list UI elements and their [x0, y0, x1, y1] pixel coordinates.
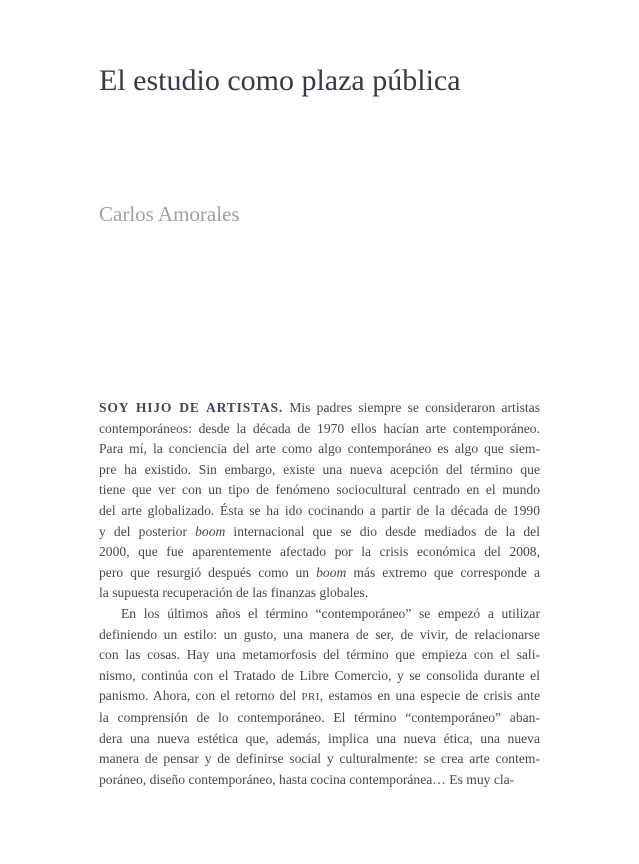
text-line: definiendo un estilo: un gusto, una manera de ser, de vivir, de relacionarse: [99, 626, 540, 642]
text-line: manera de pensar y de definirse social y culturalmente: se crea arte contem-: [99, 751, 540, 767]
italic-text: boom: [195, 523, 226, 539]
text-line: En los últimos años el término “contemporáneo” se empezó a utilizar: [121, 605, 540, 621]
body-text: [99, 398, 540, 790]
text-line: dera una nueva estética que, además, implica una nueva ética, una nueva: [99, 730, 540, 746]
text-line: tiene que ver con un tipo de fenómeno sociocultural centrado en el mundo: [99, 482, 540, 498]
text-line: del arte globalizado. Ésta se ha ido cocinando a partir de la década de 1990: [99, 502, 540, 518]
italic-text: boom: [316, 564, 347, 580]
text-line: la comprensión de lo contemporáneo. El término “contemporáneo” aban-: [99, 709, 540, 725]
page-title: El estudio como plaza pública: [99, 64, 461, 97]
text-line: con las cosas. Hay una metamorfosis del término que empieza con el sali-: [99, 647, 540, 663]
text-line: y del posterior boom internacional que se dio desde mediados de la del: [99, 523, 540, 539]
text-line: nismo, continúa con el Tratado de Libre Comercio, y se consolida durante el: [99, 667, 540, 683]
text-line: Para mí, la conciencia del arte como algo contemporáneo es algo que siem-: [99, 441, 540, 457]
text-line: panismo. Ahora, con el retorno del PRI, estamos en una especie de crisis ante: [99, 688, 540, 704]
text-line: 2000, que fue aparentemente afectado por la crisis económica del 2008,: [99, 544, 540, 560]
author-name: Carlos Amorales: [99, 202, 240, 226]
text-line: la supuesta recuperación de las finanzas globales.: [99, 585, 369, 601]
text-line: poráneo, diseño contemporáneo, hasta cocina contemporánea… Es muy cla-: [99, 771, 515, 787]
text-line: SOY HIJO DE ARTISTAS. Mis padres siempre se consideraron artistas: [99, 400, 541, 415]
small-caps-text: PRI: [301, 691, 320, 704]
text-line: contemporáneos: desde la década de 1970 ellos hacían arte contemporáneo.: [99, 420, 540, 436]
text-line: pero que resurgió después como un boom más extremo que corresponde a: [99, 564, 540, 580]
lead-in-caps: SOY HIJO DE ARTISTAS.: [99, 400, 284, 415]
text-line: pre ha existido. Sin embargo, existe una nueva acepción del término que: [99, 461, 540, 477]
